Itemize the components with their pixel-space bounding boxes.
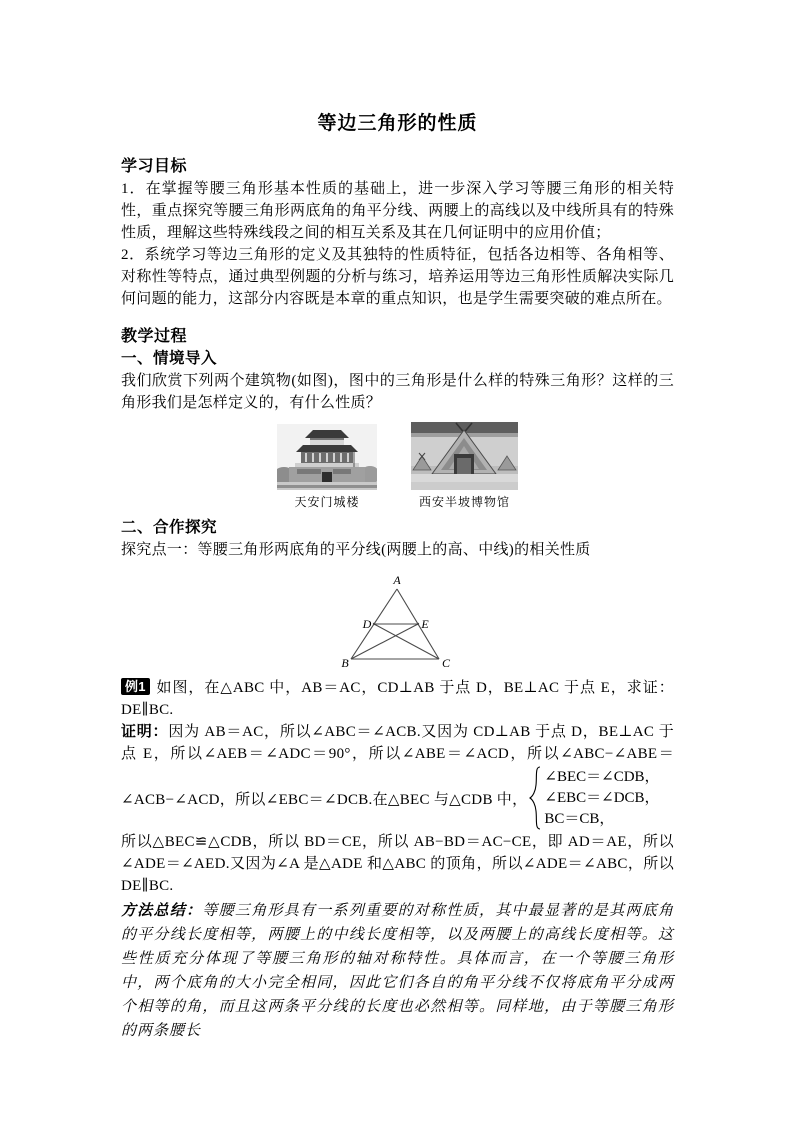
geometry-figure-wrap [121,567,674,675]
heading-cooperative-inquiry: 二、合作探究 [121,519,218,536]
example-badge: 例1 [121,678,150,695]
proof-part1-text: 因为 AB＝AC，所以∠ABC＝∠ACB.又因为 CD⊥AB 于点 D，BE⊥AC 于点 E，所以∠AEB＝∠ADC＝90°，所以∠ABE＝∠ACD，所以∠ABC−∠ABE＝ [121,724,674,762]
spacer [121,310,674,326]
tiananmen-photo [277,424,377,490]
banpo-museum-photo [411,422,518,490]
figure-label-d: D [362,617,371,631]
equation-1: ∠BEC＝∠CDB， [544,768,660,785]
building-photos-row [121,422,674,511]
equation-3: BC＝CB， [544,810,615,827]
proof-system-lead: ∠ACB−∠ACD，所以∠EBC＝∠DCB.在△BEC 与△CDB 中， [121,791,528,808]
method-summary-label: 方法总结： [121,903,203,919]
figure-label-e: E [420,617,429,631]
inquiry-point-1: 探究点一：等腰三角形两底角的平分线(两腰上的高、中线)的相关性质 [121,542,591,558]
heading-situation-intro: 一、情境导入 [121,350,218,367]
triangle-abc-figure [333,567,463,675]
example-text: 如图，在△ABC 中，AB＝AC，CD⊥AB 于点 D，BE⊥AC 于点 E，求证：DE∥BC. [121,680,674,718]
method-summary [121,899,674,1043]
proof-part2: 所以△BEC≌△CDB，所以 BD＝CE，所以 AB−BD＝AC−CE，即 AD＝AE，所以∠ADE＝∠AED.又因为∠A 是△ADE 和△ABC 的顶角，所以∠ADE＝∠ABC，所以 DE∥BC. [121,834,674,894]
figure-label-c: C [441,656,450,670]
photo-card-tiananmen [277,424,377,511]
page-title: 等边三角形的性质 [317,113,478,134]
caption-tiananmen: 天安门城楼 [294,495,360,509]
goal-item-2: 2．系统学习等边三角形的定义及其独特的性质特征，包括各边相等、各角相等、对称性等特点，通过典型例题的分析与练习，培养运用等边三角形性质解决实际几何问题的能力，这部分内容既是本章的重点知识，也是学生需要突破的难点所在。 [121,247,674,307]
example-paragraph [121,677,674,721]
left-brace-glyph [529,766,541,830]
figure-label-a: A [392,573,401,587]
photo-card-banpo [411,422,518,511]
intro-text: 我们欣赏下列两个建筑物(如图)，图中的三角形是什么样的特殊三角形？这样的三角形我们是怎样定义的，有什么性质？ [121,373,674,411]
equation-system [529,766,659,830]
caption-banpo: 西安半坡博物馆 [418,495,510,509]
goal-item-1: 1．在掌握等腰三角形基本性质的基础上，进一步深入学习等腰三角形的相关特性，重点探究等腰三角形两底角的角平分线、两腰上的高线以及中线所具有的特殊性质，理解这些特殊线段之间的相互关系及其在几何证明中的应用价值； [121,181,674,241]
heading-teaching-process: 教学过程 [121,328,188,345]
method-summary-text: 等腰三角形具有一系列重要的对称性质，其中最显著的是其两底角的平分线长度相等，两腰上的中线长度相等，以及两腰上的高线长度相等。这些性质充分体现了等腰三角形的轴对称特性。具体而言，在一个等腰三角形中，两个底角的大小完全相同，因此它们各自的角平分线不仅将底角平分成两个相等的角，而且这两条平分线的长度也必然相等。同样地，由于等腰三角形的两条腰长 [121,903,674,1039]
heading-learning-goals: 学习目标 [121,158,188,175]
figure-label-b: B [340,656,349,670]
proof-part1 [121,721,674,765]
equation-2: ∠EBC＝∠DCB， [544,789,660,806]
equation-list [544,767,659,830]
proof-system-row [121,766,674,830]
proof-label: 证明： [121,723,169,740]
